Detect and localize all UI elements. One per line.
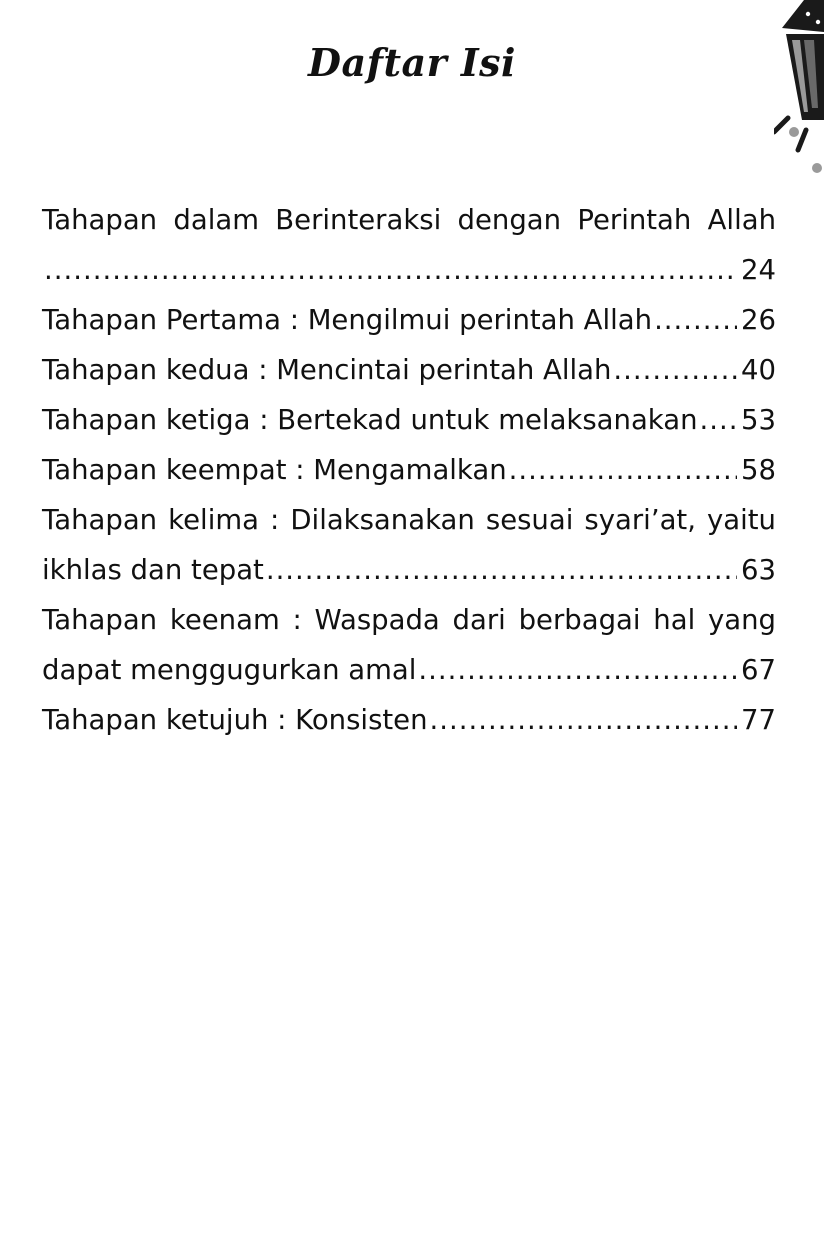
page-number: 63 [741, 554, 776, 586]
toc-entry-title: Tahapan keempat : Mengamalkan [42, 454, 507, 486]
table-of-contents [42, 195, 776, 745]
toc-entry-title-end: dapat menggugurkan amal [42, 654, 417, 686]
page-number: 67 [741, 654, 776, 686]
page-title: Daftar Isi [308, 40, 516, 85]
toc-entry-title: Tahapan kelima : Dilaksanakan sesuai syari’at, yaitu [42, 504, 776, 536]
toc-entry[interactable] [42, 345, 776, 395]
toc-entry[interactable] [42, 295, 776, 345]
toc-entry-title: Tahapan ketiga : Bertekad untuk melaksanakan [42, 404, 698, 436]
page-number: 24 [741, 254, 776, 286]
toc-entry-title: Tahapan keenam : Waspada dari berbagai hal yang [42, 604, 776, 636]
toc-entry-title: Tahapan dalam Berinteraksi dengan Perintah Allah [42, 204, 776, 236]
dot-leader [418, 645, 737, 695]
toc-entry-title: Tahapan kedua : Mencintai perintah Allah [42, 354, 612, 386]
dot-leader [654, 295, 737, 345]
toc-entry-title: Tahapan Pertama : Mengilmui perintah Allah [42, 304, 653, 336]
dot-leader [509, 445, 737, 495]
toc-entry[interactable] [42, 195, 776, 295]
toc-entry[interactable] [42, 595, 776, 695]
dot-leader [700, 395, 737, 445]
dot-leader [266, 545, 737, 595]
toc-entry[interactable] [42, 445, 776, 495]
page-number: 77 [741, 704, 776, 736]
toc-entry-title: Tahapan ketujuh : Konsisten [42, 704, 428, 736]
dot-leader [44, 245, 737, 295]
toc-entry[interactable] [42, 395, 776, 445]
page-number: 53 [741, 404, 776, 436]
dot-leader [613, 345, 737, 395]
toc-entry-title-end: ikhlas dan tepat [42, 554, 264, 586]
dot-leader [430, 695, 737, 745]
page-number: 40 [741, 354, 776, 386]
lantern-icon [774, 0, 824, 180]
page-number: 58 [741, 454, 776, 486]
toc-entry[interactable] [42, 695, 776, 745]
toc-entry[interactable] [42, 495, 776, 595]
page-number: 26 [741, 304, 776, 336]
